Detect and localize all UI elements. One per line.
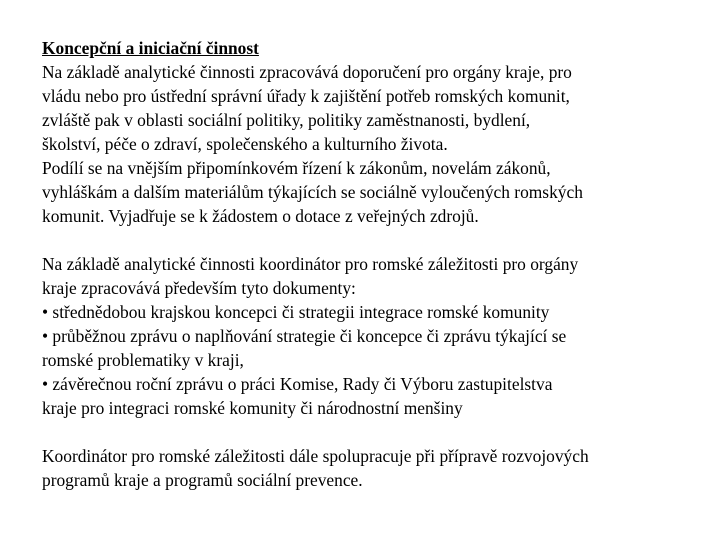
- text-line: romské problematiky v kraji,: [42, 350, 244, 370]
- bullet-item: • střednědobou krajskou koncepci či strategii integrace romské komunity: [42, 302, 550, 322]
- bullet-item: • závěrečnou roční zprávu o práci Komise, Rady či Výboru zastupitelstva: [42, 374, 553, 394]
- bullet-item: • průběžnou zprávu o naplňování strategie či koncepce či zprávu týkající se: [42, 326, 567, 346]
- paragraph-documents: [42, 252, 682, 420]
- text-line: Na základě analytické činnosti zpracovává doporučení pro orgány kraje, pro: [42, 62, 572, 82]
- text-line: Na základě analytické činnosti koordinátor pro romské záležitosti pro orgány: [42, 254, 579, 274]
- text-line: Koordinátor pro romské záležitosti dále spolupracuje při přípravě rozvojových: [42, 446, 589, 466]
- text-body: [42, 36, 682, 492]
- paragraph-spacer: [42, 420, 682, 444]
- text-line: kraje zpracovává především tyto dokumenty:: [42, 278, 356, 298]
- text-line: vyhláškám a dalším materiálům týkajících se sociálně vyloučených romských: [42, 182, 583, 202]
- paragraph-recommendations: [42, 60, 682, 156]
- section-heading: Koncepční a iniciační činnost: [42, 38, 259, 58]
- text-line: zvláště pak v oblasti sociální politiky, politiky zaměstnanosti, bydlení,: [42, 110, 531, 130]
- text-line: kraje pro integraci romské komunity či národnostní menšiny: [42, 398, 463, 418]
- paragraph-spacer: [42, 228, 682, 252]
- text-line: vládu nebo pro ústřední správní úřady k zajištění potřeb romských komunit,: [42, 86, 570, 106]
- text-line: programů kraje a programů sociální prevence.: [42, 470, 363, 490]
- text-line: komunit. Vyjadřuje se k žádostem o dotace z veřejných zdrojů.: [42, 206, 479, 226]
- paragraph-legislation: [42, 156, 682, 228]
- text-line: Podílí se na vnějším připomínkovém řízení k zákonům, novelám zákonů,: [42, 158, 551, 178]
- paragraph-cooperation: [42, 444, 682, 492]
- text-line: školství, péče o zdraví, společenského a kulturního života.: [42, 134, 448, 154]
